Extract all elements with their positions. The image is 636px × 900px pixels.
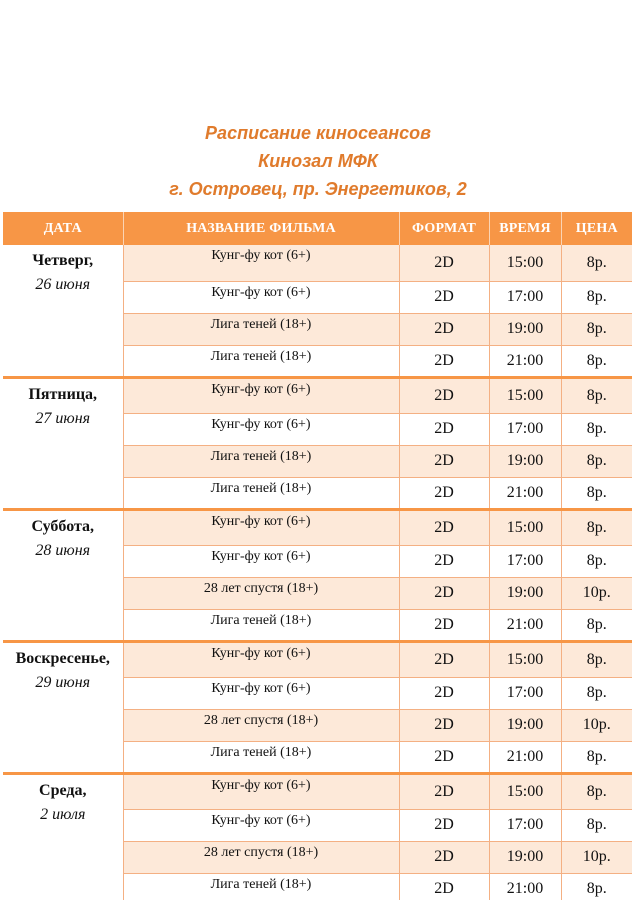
- film-title: Кунг-фу кот (6+): [123, 809, 399, 841]
- session-time: 17:00: [489, 677, 561, 709]
- session-price: 8р.: [561, 477, 632, 509]
- session-format: 2D: [399, 873, 489, 900]
- session-format: 2D: [399, 677, 489, 709]
- column-header-date: ДАТА: [3, 212, 123, 245]
- film-title: 28 лет спустя (18+): [123, 841, 399, 873]
- day-cell: [3, 773, 123, 900]
- film-title: Кунг-фу кот (6+): [123, 245, 399, 281]
- session-format: 2D: [399, 709, 489, 741]
- session-price: 8р.: [561, 545, 632, 577]
- session-format: 2D: [399, 809, 489, 841]
- session-time: 15:00: [489, 377, 561, 413]
- film-title: Лига теней (18+): [123, 345, 399, 377]
- session-price: 8р.: [561, 413, 632, 445]
- session-row: [3, 773, 632, 809]
- session-time: 15:00: [489, 773, 561, 809]
- film-title: Кунг-фу кот (6+): [123, 545, 399, 577]
- session-time: 21:00: [489, 477, 561, 509]
- session-time: 19:00: [489, 709, 561, 741]
- film-title: Лига теней (18+): [123, 741, 399, 773]
- film-title: Лига теней (18+): [123, 445, 399, 477]
- session-time: 19:00: [489, 313, 561, 345]
- film-title: 28 лет спустя (18+): [123, 709, 399, 741]
- column-header-format: ФОРМАТ: [399, 212, 489, 245]
- session-format: 2D: [399, 773, 489, 809]
- session-format: 2D: [399, 641, 489, 677]
- session-format: 2D: [399, 609, 489, 641]
- session-price: 8р.: [561, 245, 632, 281]
- session-time: 15:00: [489, 245, 561, 281]
- session-price: 10р.: [561, 577, 632, 609]
- session-time: 15:00: [489, 509, 561, 545]
- session-price: 8р.: [561, 509, 632, 545]
- day-cell: [3, 509, 123, 641]
- session-format: 2D: [399, 281, 489, 313]
- session-price: 8р.: [561, 741, 632, 773]
- film-title: Лига теней (18+): [123, 477, 399, 509]
- session-format: 2D: [399, 841, 489, 873]
- session-price: 8р.: [561, 281, 632, 313]
- day-date: 29 июня: [35, 673, 91, 691]
- session-format: 2D: [399, 545, 489, 577]
- day-cell: [3, 245, 123, 377]
- session-format: 2D: [399, 245, 489, 281]
- film-title: Кунг-фу кот (6+): [123, 509, 399, 545]
- cinema-name: Кинозал МФК: [258, 151, 378, 171]
- session-price: 8р.: [561, 345, 632, 377]
- session-price: 8р.: [561, 773, 632, 809]
- session-price: 10р.: [561, 841, 632, 873]
- day-date: 26 июня: [35, 276, 91, 293]
- cinema-address: г. Островец, пр. Энергетиков, 2: [169, 179, 467, 199]
- session-time: 15:00: [489, 641, 561, 677]
- column-header-time: ВРЕМЯ: [489, 212, 561, 245]
- film-title: Кунг-фу кот (6+): [123, 641, 399, 677]
- session-time: 17:00: [489, 545, 561, 577]
- session-time: 17:00: [489, 281, 561, 313]
- session-time: 21:00: [489, 741, 561, 773]
- header-row: [3, 212, 632, 245]
- schedule-table: [3, 212, 632, 900]
- film-title: Кунг-фу кот (6+): [123, 281, 399, 313]
- session-row: [3, 245, 632, 281]
- column-header-film: НАЗВАНИЕ ФИЛЬМА: [123, 212, 399, 245]
- session-row: [3, 641, 632, 677]
- film-title: Кунг-фу кот (6+): [123, 773, 399, 809]
- session-price: 8р.: [561, 445, 632, 477]
- session-format: 2D: [399, 445, 489, 477]
- session-format: 2D: [399, 413, 489, 445]
- session-time: 19:00: [489, 577, 561, 609]
- film-title: Лига теней (18+): [123, 313, 399, 345]
- column-header-price: ЦЕНА: [561, 212, 632, 245]
- session-time: 21:00: [489, 609, 561, 641]
- day-cell: [3, 377, 123, 509]
- day-name: Среда,: [39, 781, 87, 799]
- film-title: Лига теней (18+): [123, 609, 399, 641]
- film-title: Кунг-фу кот (6+): [123, 413, 399, 445]
- day-date: 28 июня: [35, 541, 91, 559]
- film-title: Лига теней (18+): [123, 873, 399, 900]
- session-price: 8р.: [561, 313, 632, 345]
- schedule-title: Расписание киносеансов: [205, 123, 431, 143]
- session-time: 17:00: [489, 413, 561, 445]
- session-format: 2D: [399, 741, 489, 773]
- day-name: Суббота,: [31, 517, 95, 535]
- session-time: 21:00: [489, 873, 561, 900]
- day-date: 27 июня: [35, 409, 91, 427]
- session-row: [3, 509, 632, 545]
- day-date: 2 июля: [40, 805, 86, 823]
- session-price: 8р.: [561, 873, 632, 900]
- session-price: 8р.: [561, 641, 632, 677]
- session-price: 8р.: [561, 377, 632, 413]
- schedule-body: [3, 245, 632, 900]
- session-time: 19:00: [489, 445, 561, 477]
- session-price: 8р.: [561, 677, 632, 709]
- session-format: 2D: [399, 313, 489, 345]
- day-cell: [3, 641, 123, 773]
- session-time: 17:00: [489, 809, 561, 841]
- session-format: 2D: [399, 477, 489, 509]
- session-row: [3, 377, 632, 413]
- film-title: Кунг-фу кот (6+): [123, 377, 399, 413]
- session-time: 21:00: [489, 345, 561, 377]
- session-format: 2D: [399, 509, 489, 545]
- session-format: 2D: [399, 577, 489, 609]
- session-format: 2D: [399, 345, 489, 377]
- film-title: 28 лет спустя (18+): [123, 577, 399, 609]
- day-name: Четверг,: [32, 252, 94, 269]
- session-price: 10р.: [561, 709, 632, 741]
- session-price: 8р.: [561, 809, 632, 841]
- session-time: 19:00: [489, 841, 561, 873]
- session-format: 2D: [399, 377, 489, 413]
- day-name: Воскресенье,: [15, 649, 110, 667]
- day-name: Пятница,: [28, 385, 98, 403]
- session-price: 8р.: [561, 609, 632, 641]
- film-title: Кунг-фу кот (6+): [123, 677, 399, 709]
